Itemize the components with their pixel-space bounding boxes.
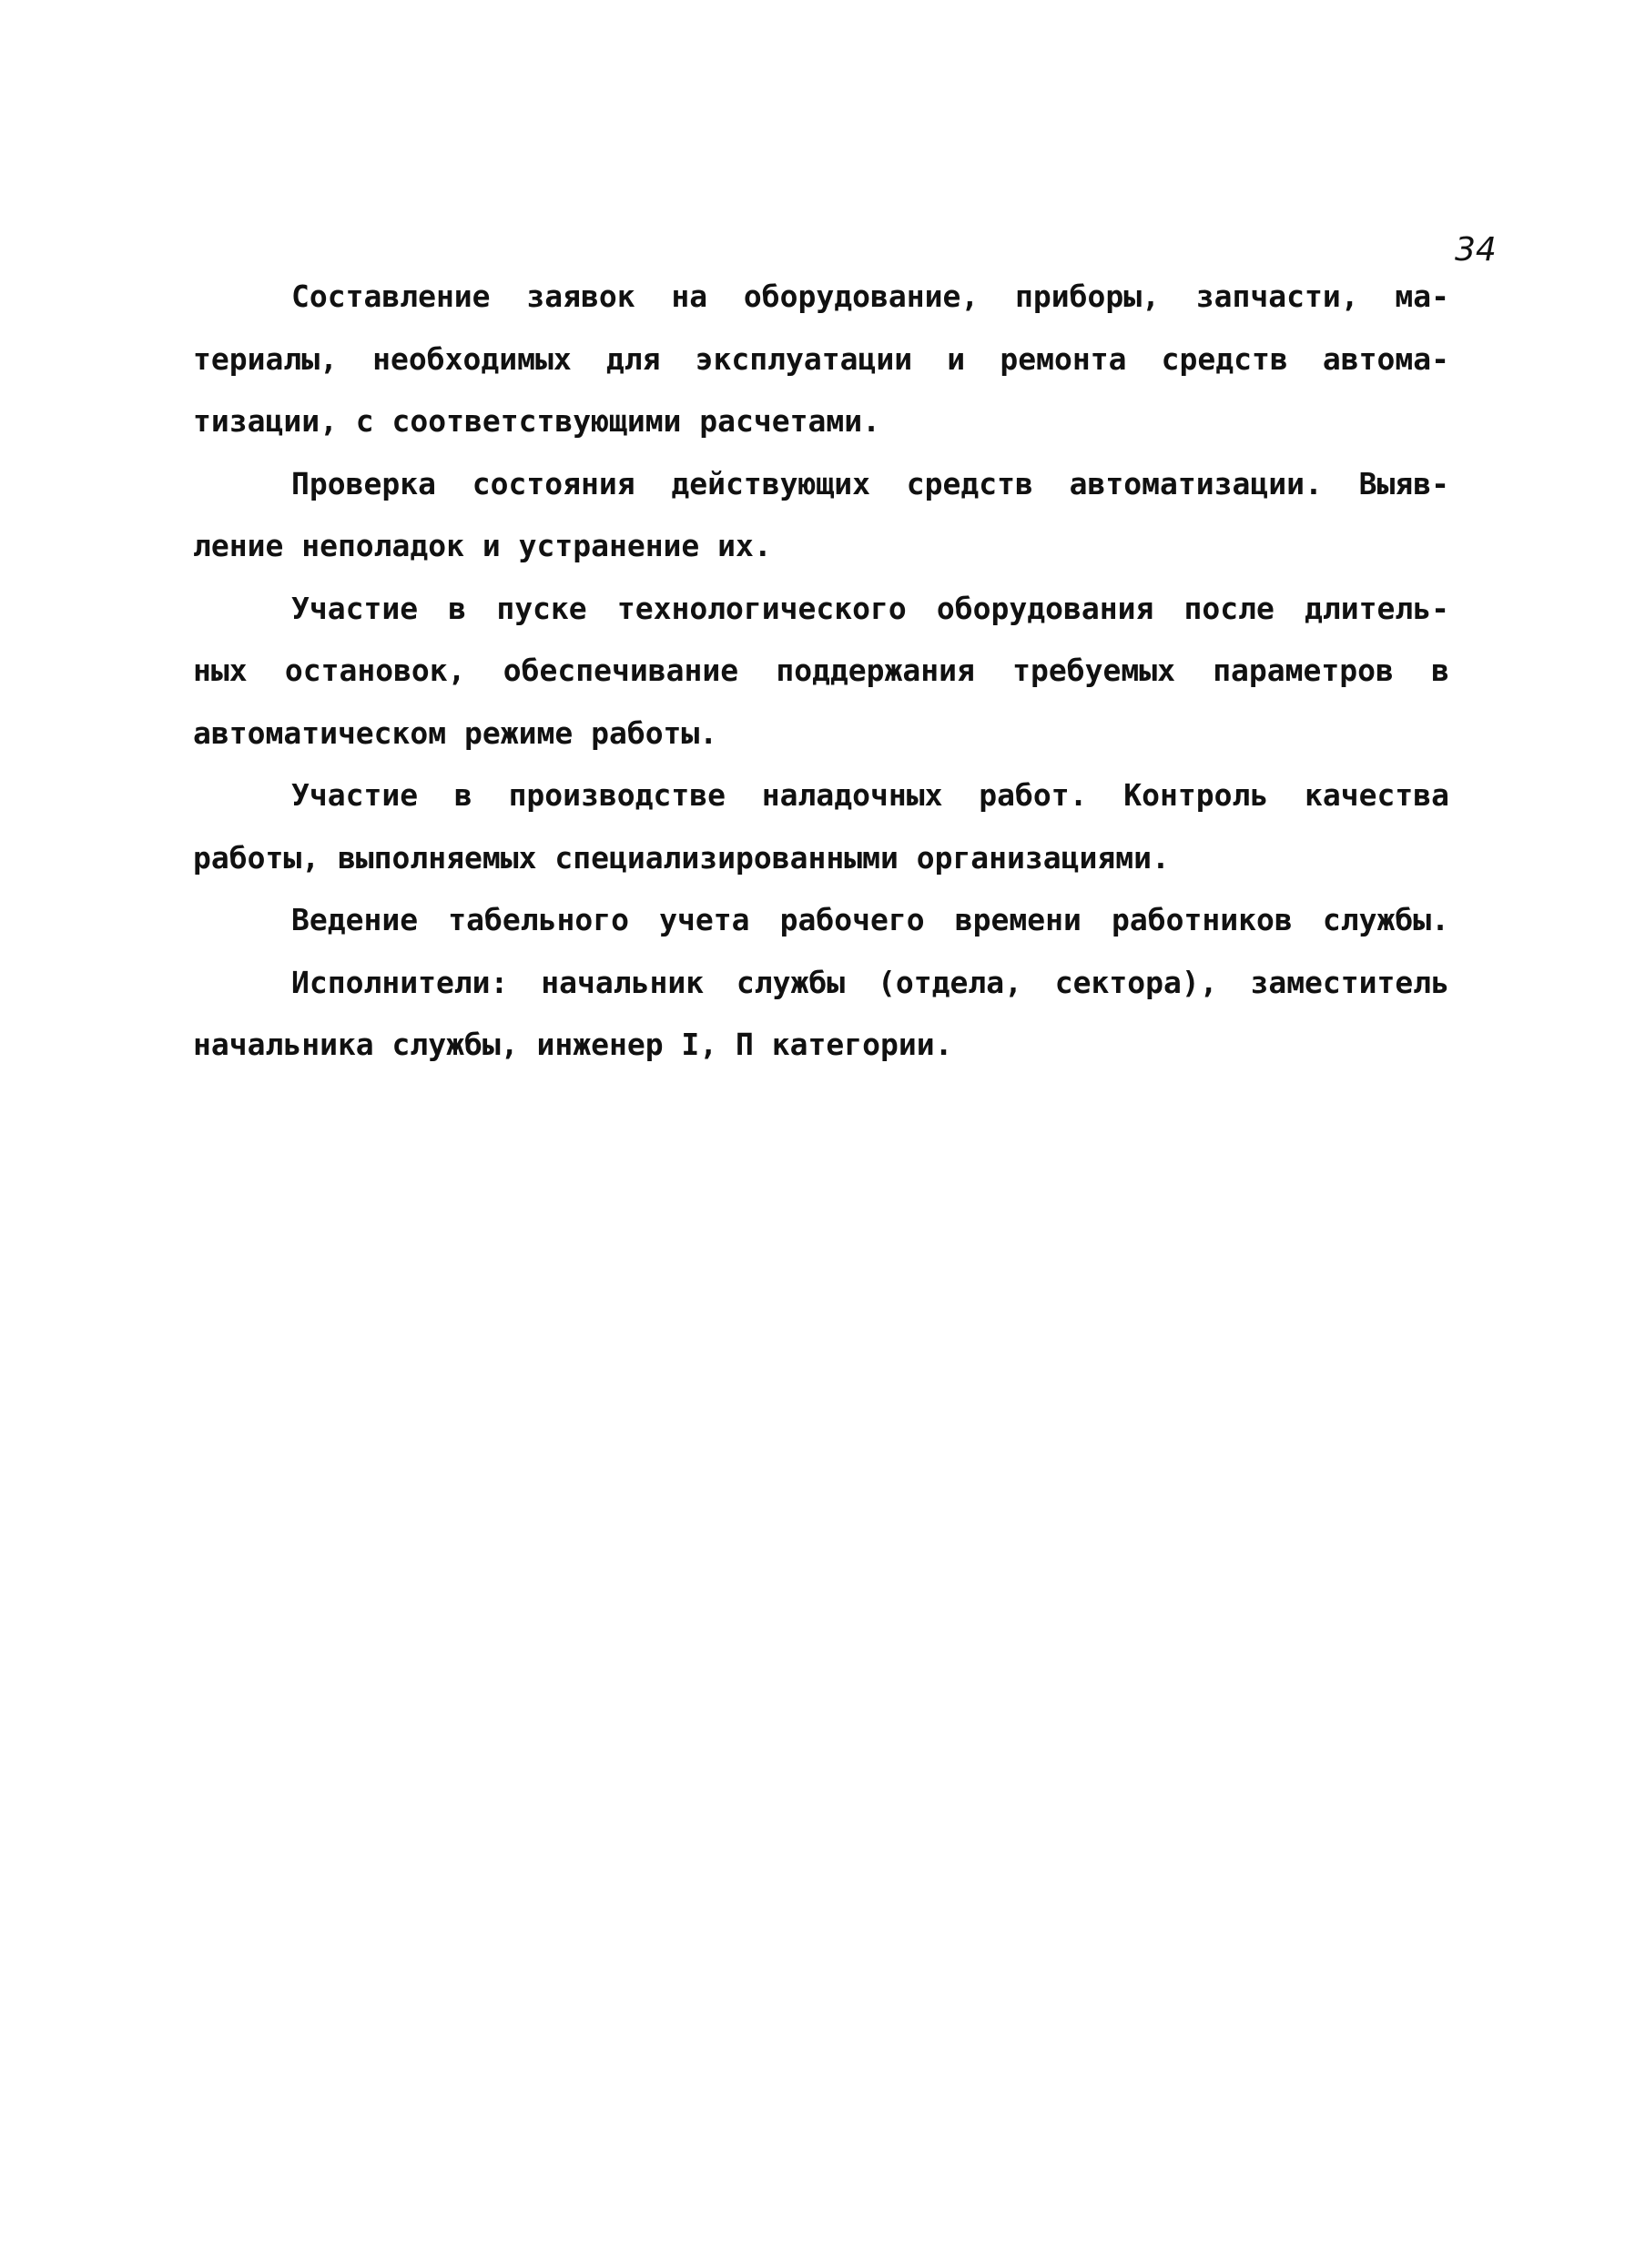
text-line: териалы, необходимых для эксплуатации и ремонта средств автома- xyxy=(193,340,1449,377)
text-line: Участие в пуске технологического оборудования после длитель- xyxy=(291,590,1449,626)
text-line: Ведение табельного учета рабочего времени работников службы. xyxy=(291,902,1449,937)
page-number: 34 xyxy=(1455,231,1497,268)
document-body xyxy=(193,266,1449,1077)
text-line: ление неполадок и устранение их. xyxy=(193,528,772,563)
text-line: Проверка состояния действующих средств автоматизации. Выяв- xyxy=(291,465,1449,501)
text-line: Исполнители: начальник службы (отдела, сектора), заместитель xyxy=(291,964,1449,1000)
text-line: Участие в производстве наладочных работ. Контроль качества xyxy=(291,777,1449,813)
text-line: Составление заявок на оборудование, приборы, запчасти, ма- xyxy=(291,278,1449,314)
text-line: работы, выполняемых специализированными организациями. xyxy=(193,839,1170,876)
text-line: автоматическом режиме работы. xyxy=(193,714,718,751)
text-line: тизации, с соответствующими расчетами. xyxy=(193,403,880,439)
text-line: начальника службы, инженер I, П категории. xyxy=(193,1027,953,1062)
text-line: ных остановок, обеспечивание поддержания требуемых параметров в xyxy=(193,653,1449,688)
